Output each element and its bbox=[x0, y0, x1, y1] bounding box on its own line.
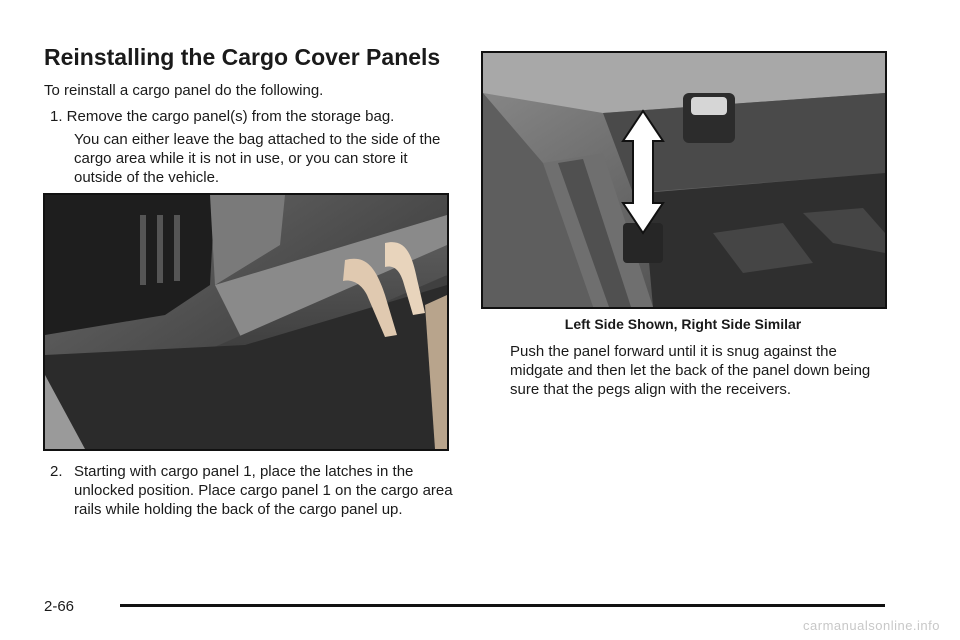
step-1-text: 1. Remove the cargo panel(s) from the storage bag. bbox=[50, 108, 395, 125]
step-2 bbox=[50, 462, 460, 519]
midgate-receiver-photo bbox=[481, 51, 887, 309]
page-number: 2-66 bbox=[44, 598, 75, 615]
intro-text: To reinstall a cargo panel do the following. bbox=[44, 82, 324, 99]
step-1-note: You can either leave the bag attached to the side of the cargo area while it is not in use, or you can store it outside of the vehicle. bbox=[74, 131, 441, 186]
step-2-text: Starting with cargo panel 1, place the latches in the unlocked position. Place cargo panel 1 on the cargo area rails while holding the back of the cargo panel up. bbox=[74, 463, 453, 518]
watermark: carmanualsonline.info bbox=[803, 618, 940, 633]
footer-rule bbox=[120, 604, 885, 607]
photo-caption: Left Side Shown, Right Side Similar bbox=[564, 316, 802, 332]
page-title: Reinstalling the Cargo Cover Panels bbox=[44, 44, 441, 70]
cargo-panel-photo bbox=[43, 193, 449, 451]
step-2-number: 2. bbox=[50, 463, 63, 480]
midgate-receiver-photo-illustration bbox=[483, 53, 885, 307]
push-instruction-text: Push the panel forward until it is snug against the midgate and then let the back of the panel down being sure that the pegs align with the receivers. bbox=[510, 343, 871, 398]
cargo-panel-photo-illustration bbox=[45, 195, 447, 449]
